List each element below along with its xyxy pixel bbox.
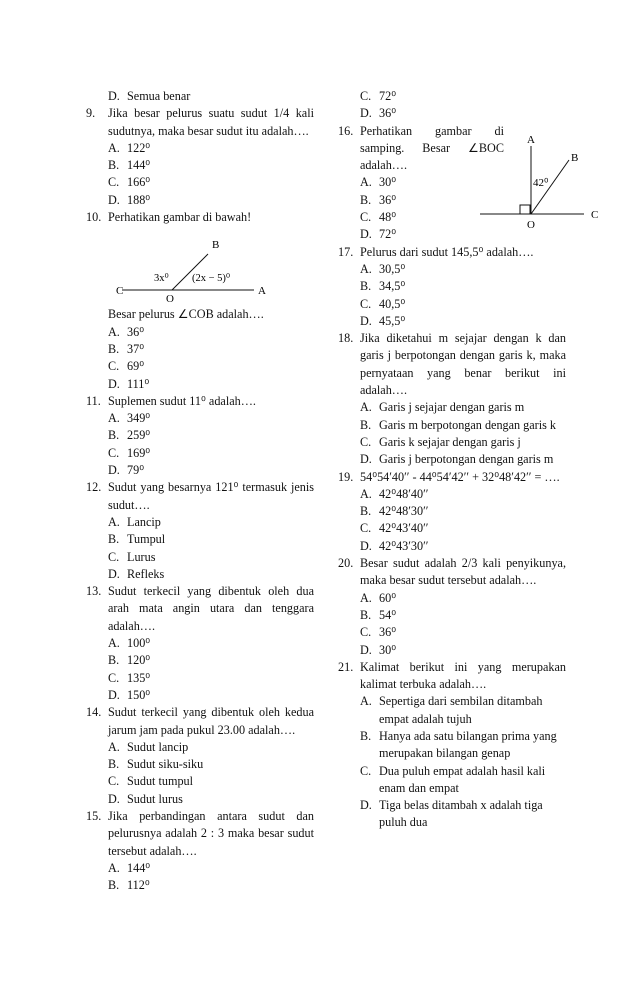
question-number: 11. xyxy=(86,393,101,408)
answer-option xyxy=(108,652,314,669)
question-stem xyxy=(338,555,566,590)
answer-option xyxy=(360,728,566,763)
option-letter: A. xyxy=(108,514,120,529)
answer-option xyxy=(108,877,314,894)
option-letter: D. xyxy=(108,376,120,391)
option-letter: A. xyxy=(360,261,372,276)
option-text: 30⁰ xyxy=(379,642,397,657)
question-text: Suplemen sudut 11⁰ adalah…. xyxy=(108,393,256,408)
option-letter: C. xyxy=(108,175,120,190)
answer-option xyxy=(360,797,566,832)
option-letter: B. xyxy=(108,532,120,547)
option-text: 30,5⁰ xyxy=(379,261,406,276)
question-text: Jika perbandingan antara sudut dan pelurusnya adalah 2 : 3 maka besar sudut tersebut adalah…. xyxy=(108,808,314,858)
answer-option xyxy=(108,358,314,375)
option-text: 188⁰ xyxy=(127,192,151,207)
option-letter: B. xyxy=(108,158,120,173)
option-text: Sudut lurus xyxy=(127,791,183,806)
question-text: Sudut terkecil yang dibentuk oleh kedua jarum jam pada pukul 23.00 adalah…. xyxy=(108,705,314,737)
question-number: 15. xyxy=(86,808,102,823)
option-letter: C. xyxy=(360,625,372,640)
option-text: 36⁰ xyxy=(127,324,145,339)
option-text: Lancip xyxy=(127,514,161,529)
answer-option xyxy=(360,313,566,330)
question-text: Perhatikan gambar di bawah! xyxy=(108,210,252,225)
question-18 xyxy=(338,330,566,468)
answer-option xyxy=(108,791,314,808)
option-letter: A. xyxy=(108,636,120,651)
option-text: Sudut lancip xyxy=(127,739,189,754)
answer-option xyxy=(108,324,314,341)
option-text: 79⁰ xyxy=(127,463,145,478)
option-text: Sudut tumpul xyxy=(127,774,194,789)
option-text: 100⁰ xyxy=(127,636,151,651)
option-text: 111⁰ xyxy=(127,376,150,391)
answer-option xyxy=(360,88,566,105)
question-text: 54⁰54′40′′ - 44⁰54′42′′ + 32⁰48′42′′ = …. xyxy=(360,469,560,484)
question-12 xyxy=(86,479,314,583)
option-letter: D. xyxy=(360,798,372,813)
answer-option xyxy=(360,763,566,798)
question-stem xyxy=(338,659,566,694)
option-text: 259⁰ xyxy=(127,428,151,443)
angle-3x: 3x⁰ xyxy=(154,273,169,285)
option-text: Dua puluh empat adalah hasil kali enam dan empat xyxy=(379,763,546,795)
answer-option xyxy=(360,434,566,451)
question-stem xyxy=(86,105,314,140)
answer-option xyxy=(108,157,314,174)
option-letter: D. xyxy=(360,642,372,657)
option-text: Sudut siku-siku xyxy=(127,757,204,772)
question-text: Jika besar pelurus suatu sudut 1/4 kali sudutnya, maka besar sudut itu adalah…. xyxy=(108,106,314,138)
question-text: Pelurus dari sudut 145,5⁰ adalah…. xyxy=(360,244,534,259)
option-letter: B. xyxy=(360,607,372,622)
question-number: 20. xyxy=(338,556,354,571)
option-text: 30⁰ xyxy=(379,175,397,190)
option-text: 48⁰ xyxy=(379,210,397,225)
option-letter: D. xyxy=(360,538,372,553)
option-letter: A. xyxy=(108,860,120,875)
answer-option xyxy=(108,192,314,209)
answer-option xyxy=(360,451,566,468)
question-8tail xyxy=(86,88,314,105)
label-b: B xyxy=(212,239,220,252)
option-letter: D. xyxy=(360,313,372,328)
option-text: 349⁰ xyxy=(127,411,151,426)
answer-option xyxy=(360,590,566,607)
answer-option xyxy=(108,140,314,157)
question-number: 19. xyxy=(338,469,354,484)
question-14 xyxy=(86,704,314,808)
question-text: Sudut terkecil yang dibentuk oleh dua arah mata angin utara dan tenggara adalah…. xyxy=(108,584,314,633)
option-letter: A. xyxy=(360,590,372,605)
answer-option xyxy=(360,642,566,659)
question-text: Sudut yang besarnya 121⁰ termasuk jenis sudut…. xyxy=(108,480,314,512)
answer-option xyxy=(108,445,314,462)
option-letter: C. xyxy=(108,549,120,564)
option-text: 72⁰ xyxy=(379,227,397,242)
option-letter: C. xyxy=(360,521,372,536)
option-text: 122⁰ xyxy=(127,140,151,155)
option-letter: A. xyxy=(360,175,372,190)
option-text: Sepertiga dari sembilan ditambah empat adalah tujuh xyxy=(379,694,543,726)
question-number: 16. xyxy=(338,123,354,138)
answer-option xyxy=(108,88,314,105)
question-stem xyxy=(338,469,566,486)
question-text: Jika diketahui m sejajar dengan k dan garis j berpotongan dengan garis k, maka pernyataan yang benar berikut ini adalah…. xyxy=(360,331,566,398)
label-a: A xyxy=(527,134,535,146)
option-letter: C. xyxy=(360,763,372,778)
question-text: Kalimat berikut ini yang merupakan kalimat terbuka adalah…. xyxy=(360,659,566,692)
option-letter: C. xyxy=(108,670,120,685)
answer-option xyxy=(108,427,314,444)
answer-option xyxy=(360,296,566,313)
option-letter: C. xyxy=(108,359,120,374)
option-letter: A. xyxy=(360,694,372,709)
question-number: 18. xyxy=(338,331,354,346)
option-text: 42⁰48′30′′ xyxy=(379,504,429,519)
option-letter: C. xyxy=(360,210,372,225)
option-letter: B. xyxy=(108,428,120,443)
option-text: Hanya ada satu bilangan prima yang merupakan bilangan genap xyxy=(379,728,557,761)
option-text: Garis j berpotongan dengan garis m xyxy=(379,452,554,467)
option-letter: A. xyxy=(108,324,120,339)
option-text: 42⁰43′40′′ xyxy=(379,521,429,536)
option-letter: A. xyxy=(108,739,120,754)
option-text: 144⁰ xyxy=(127,860,151,875)
answer-option xyxy=(360,278,566,295)
question-number: 14. xyxy=(86,705,102,720)
answer-option xyxy=(360,607,566,624)
option-text: 60⁰ xyxy=(379,590,397,605)
option-letter: C. xyxy=(108,445,120,460)
option-letter: C. xyxy=(360,296,372,311)
option-text: 37⁰ xyxy=(127,341,145,356)
question-10 xyxy=(86,209,314,393)
answer-option xyxy=(108,174,314,191)
question-number: 17. xyxy=(338,244,354,259)
option-text: Semua benar xyxy=(127,89,191,103)
answer-option xyxy=(360,261,566,278)
question-number: 12. xyxy=(86,480,102,495)
question-17 xyxy=(338,244,566,330)
question-number: 13. xyxy=(86,584,102,599)
question-20 xyxy=(338,555,566,659)
question-stem xyxy=(338,244,566,261)
answer-option xyxy=(108,670,314,687)
question-text: Besar sudut adalah 2/3 kali penyikunya, maka besar sudut tersebut adalah…. xyxy=(360,556,566,588)
option-text: 36⁰ xyxy=(379,625,397,640)
answer-option xyxy=(360,693,566,728)
question-13 xyxy=(86,583,314,704)
option-letter: A. xyxy=(360,486,372,501)
option-letter: D. xyxy=(360,452,372,467)
answer-option xyxy=(108,549,314,566)
option-letter: A. xyxy=(108,411,120,426)
answer-option xyxy=(360,105,566,122)
answer-option xyxy=(360,624,566,641)
option-letter: D. xyxy=(108,566,120,581)
question-number: 21. xyxy=(338,659,354,674)
option-text: 42⁰43′30′′ xyxy=(379,538,429,553)
option-text: 135⁰ xyxy=(127,670,151,685)
option-letter: B. xyxy=(108,878,120,893)
answer-option xyxy=(108,687,314,704)
option-letter: D. xyxy=(108,463,120,478)
question-15tail xyxy=(338,88,566,123)
question-text: Perhatikan gambar di samping. Besar ∠BOC adalah…. xyxy=(360,123,504,173)
answer-option xyxy=(360,538,566,555)
option-letter: D. xyxy=(360,227,372,242)
line-ob xyxy=(172,254,208,290)
option-letter: C. xyxy=(360,89,372,103)
angle-2x-5: (2x − 5)⁰ xyxy=(192,273,231,285)
option-letter: B. xyxy=(360,192,372,207)
option-text: Refleks xyxy=(127,566,165,581)
question-number: 9. xyxy=(86,106,96,121)
answer-option xyxy=(108,566,314,583)
option-letter: D. xyxy=(360,106,372,121)
option-text: 42⁰48′40′′ xyxy=(379,486,429,501)
question-stem xyxy=(86,209,314,226)
label-a: A xyxy=(258,285,266,298)
option-letter: B. xyxy=(108,757,120,772)
option-letter: B. xyxy=(108,341,120,356)
answer-option xyxy=(360,520,566,537)
answer-option xyxy=(360,399,566,416)
label-c: C xyxy=(591,209,599,221)
question-11 xyxy=(86,393,314,479)
option-text: Lurus xyxy=(127,549,156,564)
answer-option xyxy=(108,773,314,790)
label-b: B xyxy=(571,152,579,164)
label-o: O xyxy=(527,219,535,230)
option-letter: B. xyxy=(360,504,372,519)
question-stem xyxy=(86,704,314,739)
option-text: 72⁰ xyxy=(379,89,397,103)
left-column xyxy=(86,88,314,894)
option-letter: A. xyxy=(108,140,120,155)
option-text: 36⁰ xyxy=(379,192,397,207)
answer-option xyxy=(108,635,314,652)
question-9 xyxy=(86,105,314,209)
label-c: C xyxy=(116,285,124,298)
question-stem xyxy=(86,583,314,635)
question-stem xyxy=(86,393,314,410)
option-text: 40,5⁰ xyxy=(379,296,406,311)
option-text: 45,5⁰ xyxy=(379,313,406,328)
option-text: 169⁰ xyxy=(127,445,151,460)
option-letter: D. xyxy=(108,791,120,806)
option-text: 36⁰ xyxy=(379,106,397,121)
question-stem xyxy=(338,330,566,399)
option-text: 69⁰ xyxy=(127,359,145,374)
answer-option xyxy=(108,531,314,548)
answer-option xyxy=(108,756,314,773)
question-stem xyxy=(86,808,314,860)
option-text: Garis m berpotongan dengan garis k xyxy=(379,417,557,432)
option-letter: A. xyxy=(360,400,372,415)
option-letter: B. xyxy=(360,279,372,294)
question-15 xyxy=(86,808,314,894)
option-letter: D. xyxy=(108,192,120,207)
option-letter: B. xyxy=(360,728,372,743)
option-letter: C. xyxy=(360,434,372,449)
question-prompt xyxy=(86,306,314,323)
figure-16 xyxy=(476,130,606,230)
angle-label: 42⁰ xyxy=(533,177,549,189)
option-letter: B. xyxy=(108,653,120,668)
label-o: O xyxy=(166,293,174,303)
option-text: Garis k sejajar dengan garis j xyxy=(379,434,521,449)
answer-option xyxy=(360,417,566,434)
answer-option xyxy=(108,514,314,531)
option-text: 166⁰ xyxy=(127,175,151,190)
option-text: 34,5⁰ xyxy=(379,279,406,294)
question-21 xyxy=(338,659,566,832)
option-letter: D. xyxy=(108,89,120,103)
option-text: 150⁰ xyxy=(127,687,151,702)
option-letter: D. xyxy=(108,687,120,702)
answer-option xyxy=(108,376,314,393)
answer-option xyxy=(360,503,566,520)
answer-option xyxy=(108,462,314,479)
option-letter: C. xyxy=(108,774,120,789)
question-19 xyxy=(338,469,566,555)
question-stem xyxy=(86,479,314,514)
answer-option xyxy=(108,739,314,756)
answer-option xyxy=(108,410,314,427)
option-text: Tiga belas ditambah x adalah tiga puluh dua xyxy=(379,798,543,830)
question-number: 10. xyxy=(86,210,102,225)
right-angle-mark xyxy=(520,205,530,214)
option-text: 54⁰ xyxy=(379,607,397,622)
answer-option xyxy=(108,341,314,358)
option-text: Garis j sejajar dengan garis m xyxy=(379,400,525,415)
option-text: 112⁰ xyxy=(127,878,150,893)
option-text: 144⁰ xyxy=(127,158,151,173)
answer-option xyxy=(108,860,314,877)
option-letter: B. xyxy=(360,417,372,432)
answer-option xyxy=(360,486,566,503)
option-text: 120⁰ xyxy=(127,653,151,668)
option-text: Tumpul xyxy=(127,532,166,547)
figure-10 xyxy=(86,226,314,306)
prompt-text: Besar pelurus ∠COB adalah…. xyxy=(108,307,264,322)
